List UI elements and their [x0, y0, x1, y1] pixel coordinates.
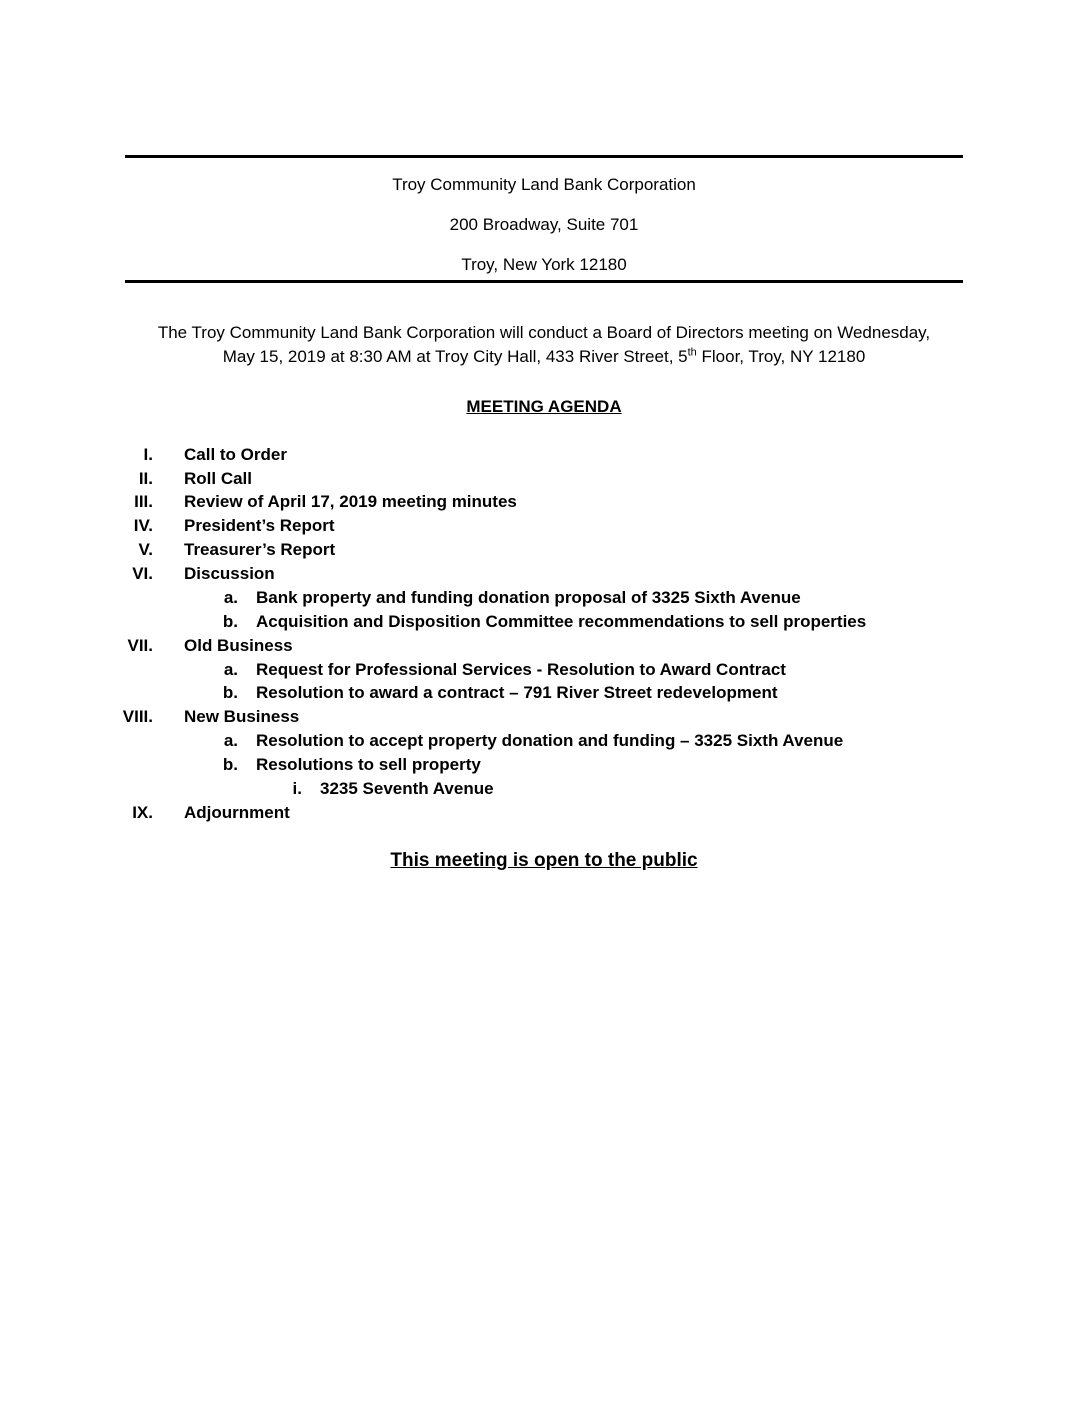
notice-line-2-text: May 15, 2019 at 8:30 AM at Troy City Hall, 433 River Street, 5 — [222, 347, 688, 366]
agenda-item-text: Old Business — [184, 636, 293, 655]
agenda-item-text: Call to Order — [184, 445, 287, 464]
agenda-item-text: New Business — [184, 707, 300, 726]
agenda-item-text: Resolution to accept property donation and funding – 3325 Sixth Avenue — [256, 731, 844, 750]
agenda-item-text: President’s Report — [184, 516, 335, 535]
agenda-item-number: VI. — [132, 564, 153, 583]
agenda-item-text: Discussion — [184, 564, 275, 583]
agenda-item-number: b. — [222, 755, 238, 774]
agenda-item-text: Treasurer’s Report — [184, 540, 336, 559]
top-rule — [125, 155, 963, 158]
notice-line-2-tail: Floor, Troy, NY 12180 — [696, 347, 866, 366]
agenda-item-text: 3235 Seventh Avenue — [320, 779, 494, 798]
agenda-item-number: VIII. — [122, 707, 153, 726]
agenda-item-number: a. — [223, 660, 238, 679]
agenda-item-text: Resolution to award a contract – 791 River Street redevelopment — [256, 683, 778, 702]
meeting-notice — [125, 321, 963, 369]
agenda-item-number: IV. — [133, 516, 153, 535]
ordinal-suffix: th — [687, 346, 697, 359]
agenda-item-number: VII. — [127, 636, 153, 655]
agenda-item-text: Request for Professional Services - Resolution to Award Contract — [256, 660, 786, 679]
agenda-item-number: III. — [134, 492, 153, 511]
agenda-item-text: Adjournment — [184, 803, 290, 822]
agenda-title: MEETING AGENDA — [466, 397, 622, 416]
agenda-item-number: b. — [222, 683, 238, 702]
agenda-item-number: i. — [292, 779, 302, 798]
agenda-item-text: Acquisition and Disposition Committee recommendations to sell properties — [256, 612, 867, 631]
agenda-item-text: Review of April 17, 2019 meeting minutes — [184, 492, 517, 511]
bottom-rule — [125, 280, 963, 283]
notice-line-1: The Troy Community Land Bank Corporation will conduct a Board of Directors meeting on Wednesday, — [157, 323, 931, 342]
city-line: Troy, New York 12180 — [461, 255, 627, 274]
agenda-item-number: V. — [138, 540, 153, 559]
agenda-item-number: I. — [143, 445, 153, 464]
org-name: Troy Community Land Bank Corporation — [392, 175, 696, 194]
address-line: 200 Broadway, Suite 701 — [449, 215, 639, 234]
agenda-item-text: Resolutions to sell property — [256, 755, 481, 774]
agenda-item-number: b. — [222, 612, 238, 631]
agenda-item-number: a. — [223, 588, 238, 607]
agenda-item-number: a. — [223, 731, 238, 750]
public-meeting-note: This meeting is open to the public — [390, 850, 698, 871]
agenda-item-text: Roll Call — [184, 469, 253, 488]
agenda-item-text: Bank property and funding donation proposal of 3325 Sixth Avenue — [256, 588, 801, 607]
agenda-item-number: IX. — [132, 803, 153, 822]
notice-line-2 — [125, 345, 963, 369]
agenda-item-number: II. — [138, 469, 153, 488]
